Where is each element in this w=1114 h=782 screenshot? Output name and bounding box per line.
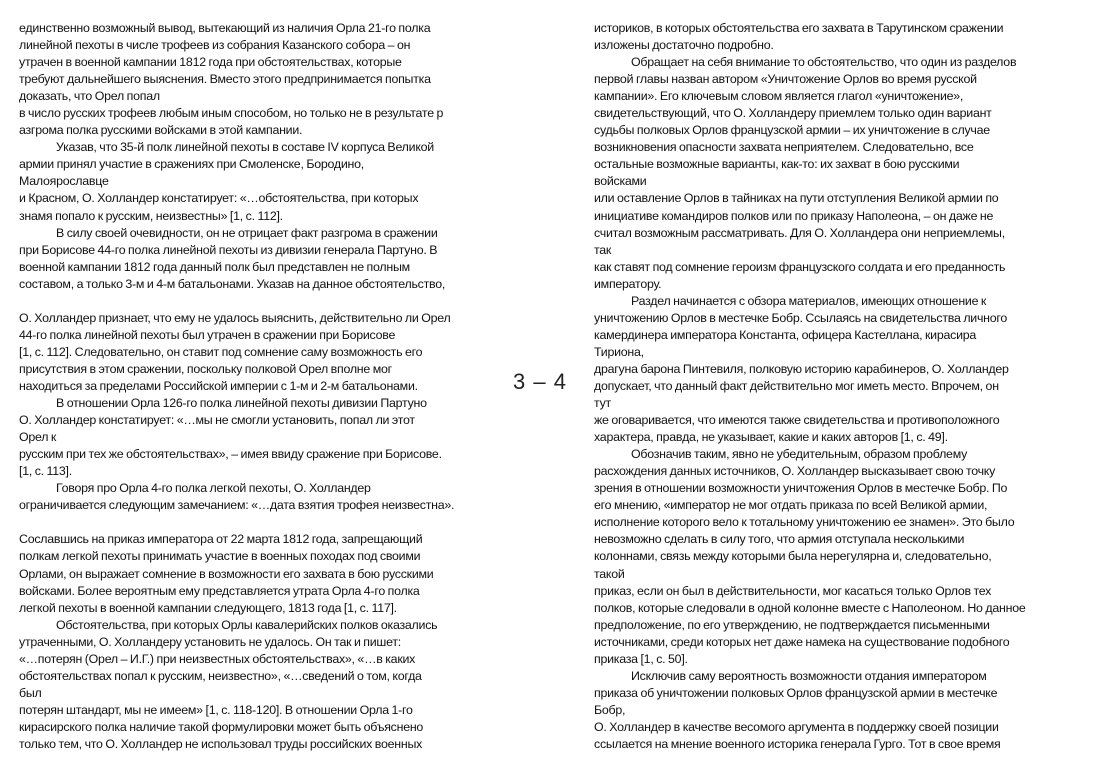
text-line: полков, которые следовали в одной колонне вместе с Наполеоном. Но данное [594, 600, 1026, 615]
text-line: Малоярославце [19, 174, 109, 189]
text-line: русским при тех же обстоятельствах», – имея ввиду сражение при Борисове. [19, 447, 442, 462]
text-line: утраченными, О. Холландеру установить не удалось. Он так и пишет: [19, 634, 401, 649]
text-line: камердинера императора Константа, офицера Кастеллана, кирасира [594, 327, 977, 342]
text-line: расхождения данных источников, О. Холландер высказывает свою точку [594, 464, 996, 479]
text-line: приказа об уничтожении полковых Орлов французской армии в местечке [594, 685, 998, 700]
text-line: колоннами, связь между которыми была нерегулярна и, следовательно, [594, 549, 992, 564]
text-line: Обозначив таким, явно не убедительным, образом проблему [631, 447, 968, 462]
text-line: В силу своей очевидности, он не отрицает факт разгрома в сражении [56, 225, 438, 240]
text-line: войсками [594, 174, 647, 189]
text-line: был [19, 685, 42, 700]
text-line: требуют дальнейшего выяснения. Вместо этого предпринимается попытка [19, 72, 431, 87]
text-line: его мнению, «император не мог отдать приказа по всей Великой армии, [594, 498, 988, 513]
text-line: Указав, что 35-й полк линейной пехоты в составе IV корпуса Великой [56, 140, 434, 155]
text-line: ограничивается следующим замечанием: «…дата взятия трофея неизвестна». [19, 498, 455, 513]
text-line: 44-го полка линейной пехоты был утрачен в сражении при Борисове [19, 327, 396, 342]
text-line: возникновения опасности захвата неприятелем. Следовательно, все [594, 140, 974, 155]
text-line: императору. [594, 276, 662, 291]
text-line: и Красном, О. Холландер констатирует: «…обстоятельства, при которых [19, 191, 419, 206]
text-line: обстоятельствах попал к русским, неизвестно», «…сведений о том, когда [19, 668, 422, 683]
text-line: О. Холландер констатирует: «…мы не смогли установить, попал ли этот [19, 413, 415, 428]
text-line: тут [594, 396, 611, 411]
text-line: [1, с. 113]. [19, 464, 72, 479]
text-line: кампании». Его ключевым словом является глагол «уничтожение», [594, 89, 964, 104]
right-page-text [594, 20, 1064, 753]
text-line: Обращает на себя внимание то обстоятельство, что один из разделов [631, 55, 1017, 70]
left-page-text [19, 20, 494, 753]
text-line: как ставят под сомнение героизм французского солдата и его преданность [594, 259, 1006, 274]
text-line: О. Холландер признает, что ему не удалось выяснить, действительно ли Орел [19, 310, 451, 325]
text-line: судьбы полковых Орлов французской армии – их уничтожение в случае [594, 123, 990, 138]
text-line: зрения в отношении возможности уничтожения Орлов в местечке Бобр. По [594, 481, 1008, 496]
text-line: Сославшись на приказ императора от 22 марта 1812 года, запрещающий [19, 532, 423, 547]
text-line: допускает, что данный факт действительно мог иметь место. Впрочем, он [594, 378, 999, 393]
text-line: приказ, если он был в действительности, мог касаться только Орлов тех [594, 583, 992, 598]
text-line [19, 514, 494, 531]
text-line: азгрома полка русскими войсками в этой кампании. [19, 123, 303, 138]
text-line: находиться за пределами Российской империи с 1-м и 2-м батальонами. [19, 378, 418, 393]
text-line: изложены достаточно подробно. [594, 38, 774, 53]
text-line: считал возможным рассматривать. Для О. Холландера они неприемлемы, [594, 225, 1005, 240]
text-line: утрачен в военной кампании 1812 года при обстоятельствах, которые [19, 55, 402, 70]
text-line: в число русских трофеев любым иным способом, но только не в результате р [19, 106, 444, 121]
text-line: потерян штандарт, мы не имеем» [1, с. 118-120]. В отношении Орла 1-го [19, 702, 413, 717]
text-line: знамя попало к русским, неизвестны» [1, с. 112]. [19, 208, 283, 223]
text-line: драгуна барона Пинтевиля, полковую историю карабинеров, О. Холландер [594, 361, 1009, 376]
text-line: или оставление Орлов в тайниках на пути отступления Великой армии по [594, 191, 999, 206]
text-line: историков, в которых обстоятельства его захвата в Тарутинском сражении [594, 21, 1004, 35]
text-line: уничтожению Орлов в местечке Бобр. Ссылаясь на свидетельства личного [594, 310, 1008, 325]
text-line: кирасирского полка наличие такой формулировки может быть объяснено [19, 719, 424, 734]
text-line [19, 293, 494, 310]
text-line: О. Холландер в качестве весомого аргумента в поддержку своей позиции [594, 719, 999, 734]
text-line: легкой пехоты в военной кампании следующего, 1813 года [1, с. 117]. [19, 600, 397, 615]
text-line: Тириона, [594, 344, 644, 359]
text-line: доказать, что Орел попал [19, 89, 160, 104]
text-line: характера, правда, не указывает, какие и каких авторов [1, с. 49]. [594, 430, 948, 445]
text-line: Обстоятельства, при которых Орлы кавалерийских полков оказались [56, 617, 438, 632]
text-line: первой главы назван автором «Уничтожение Орлов во время русской [594, 72, 977, 87]
text-line: же оговаривается, что имеются также свидетельства и противоположного [594, 413, 1000, 428]
text-line: полкам легкой пехоты принимать участие в военных походах под своими [19, 549, 421, 564]
text-line: только тем, что О. Холландер не использовал труды российских военных [19, 736, 423, 751]
text-line: Исключив саму вероятность возможности отдания императором [631, 668, 987, 683]
text-line: свидетельствующий, что О. Холландеру приемлем только один вариант [594, 106, 992, 121]
text-line: при Борисове 44-го полка линейной пехоты из дивизии генерала Партуно. В [19, 242, 438, 257]
text-line: приказа [1, с. 50]. [594, 651, 688, 666]
text-line: Бобр, [594, 702, 626, 717]
text-line: военной кампании 1812 года данный полк был представлен не полным [19, 259, 410, 274]
text-line: Орлами, он выражает сомнение в возможности его захвата в бою русскими [19, 566, 434, 581]
text-line: Орел к [19, 430, 57, 445]
text-line: единственно возможный вывод, вытекающий из наличия Орла 21-го полка [19, 21, 431, 35]
text-line: невозможно сделать в силу того, что армия отступала несколькими [594, 532, 965, 547]
text-line: такой [594, 566, 625, 581]
text-line: предположение, по его утверждению, не подтверждается письменными [594, 617, 990, 632]
text-line: Раздел начинается с обзора материалов, имеющих отношение к [631, 293, 987, 308]
text-line: инициативе командиров полков или по приказу Наполеона, – он даже не [594, 208, 994, 223]
text-line: армии принял участие в сражениях при Смоленске, Бородино, [19, 157, 364, 172]
text-line: линейной пехоты в числе трофеев из собрания Казанского собора – он [19, 38, 411, 53]
text-line: составом, а только 3-м и 4-м батальонами. Указав на данное обстоятельство, [19, 276, 446, 291]
text-line: ссылается на мнение военного историка генерала Гурго. Тот в свое время [594, 736, 1001, 751]
text-line: Говоря про Орла 4-го полка легкой пехоты, О. Холландер [56, 481, 371, 496]
text-line: так [594, 242, 612, 257]
text-line: «…потерян (Орел – И.Г.) при неизвестных обстоятельствах», «…в каких [19, 651, 416, 666]
text-line: остальные возможные варианты, как-то: их захват в бою русскими [594, 157, 960, 172]
page-number: 3 – 4 [513, 369, 567, 394]
text-line: исполнение которого вело к тотальному уничтожению ее знамен». Это было [594, 515, 1015, 530]
text-line: войсками. Более вероятным ему представляется утрата Орла 4-го полка [19, 583, 420, 598]
text-line: [1, с. 112]. Следовательно, он ставит под сомнение саму возможность его [19, 344, 423, 359]
text-line: присутствия в этом сражении, поскольку полковой Орел вполне мог [19, 361, 392, 376]
text-line: В отношении Орла 126-го полка линейной пехоты дивизии Партуно [56, 396, 427, 411]
text-line: источниками, среди которых нет даже намека на существование подобного [594, 634, 1010, 649]
